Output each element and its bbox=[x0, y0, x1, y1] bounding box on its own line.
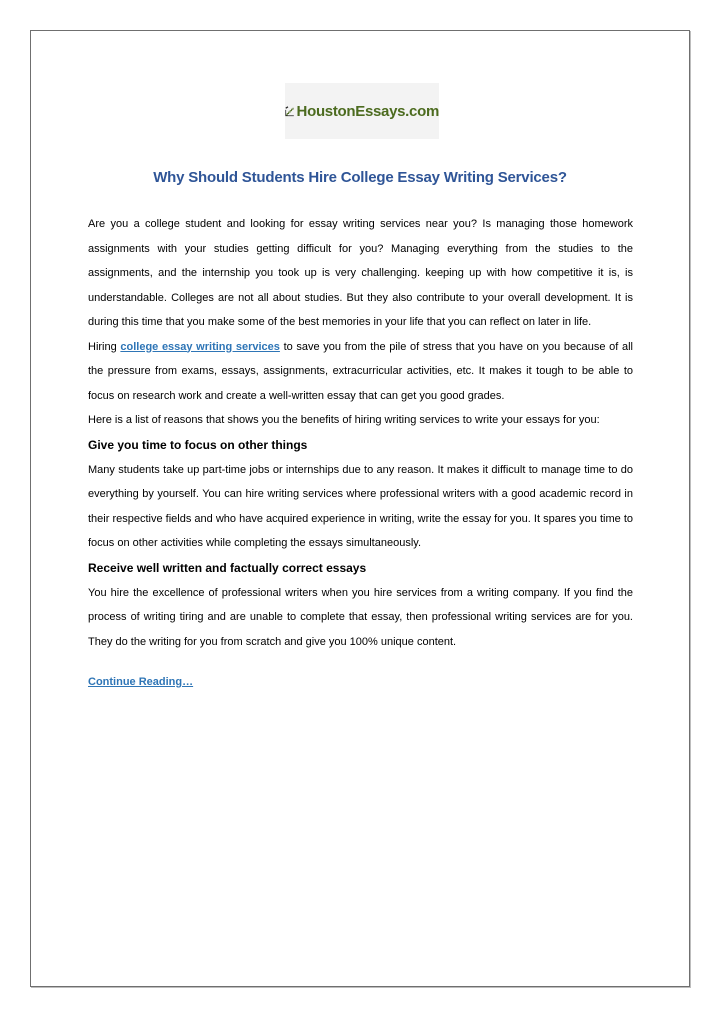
site-logo[interactable] bbox=[285, 83, 439, 139]
hiring-text-end: to save you from the pile of stress that you have on you because of all the pressure from exams, essays, assignments, extracurricular activities, etc. It makes it tough to be able to focus on research work and create a well-written essay that can get you good grades. bbox=[88, 340, 633, 402]
list-intro-paragraph: Here is a list of reasons that shows you the benefits of hiring writing services to write your essays for you: bbox=[88, 414, 600, 426]
article-body bbox=[88, 212, 633, 695]
section-heading-time: Give you time to focus on other things bbox=[88, 437, 308, 452]
hiring-paragraph bbox=[88, 335, 633, 409]
stairs-logo-icon bbox=[285, 96, 295, 126]
document-page bbox=[30, 30, 690, 987]
college-essay-link[interactable]: college essay writing services bbox=[120, 340, 280, 353]
logo-text: HoustonEssays.com bbox=[296, 102, 439, 120]
section-body-time: Many students take up part-time jobs or internships due to any reason. It makes it difficult to manage time to do everything by yourself. You can hire writing services where professional writers with a good academic record in their respective fields and who have acquired experience in writing, write the essay for you. It spares you time to focus on other activities while completing the essays simultaneously. bbox=[88, 463, 633, 549]
section-heading-quality: Receive well written and factually correct essays bbox=[88, 560, 367, 575]
continue-reading-link[interactable]: Continue Reading… bbox=[88, 676, 194, 688]
intro-paragraph: Are you a college student and looking for essay writing services near you? Is managing those homework assignments with your studies getting difficult for you? Managing everything from the studies to the assignments, and the internship you took up is very challenging. keeping up with how competitive it is, is understandable. Colleges are not all about studies. But they also contribute to your overall development. It is during this time that you make some of the best memories in your life that you can reflect on later in life. bbox=[88, 218, 633, 328]
page-title: Why Should Students Hire College Essay Writing Services? bbox=[153, 169, 567, 186]
section-body-quality: You hire the excellence of professional writers when you hire services from a writing company. If you find the process of writing tiring and are unable to complete that essay, then professional writing services are for you. They do the writing for you from scratch and give you 100% unique content. bbox=[88, 586, 633, 648]
hiring-text-start: Hiring bbox=[88, 340, 121, 353]
